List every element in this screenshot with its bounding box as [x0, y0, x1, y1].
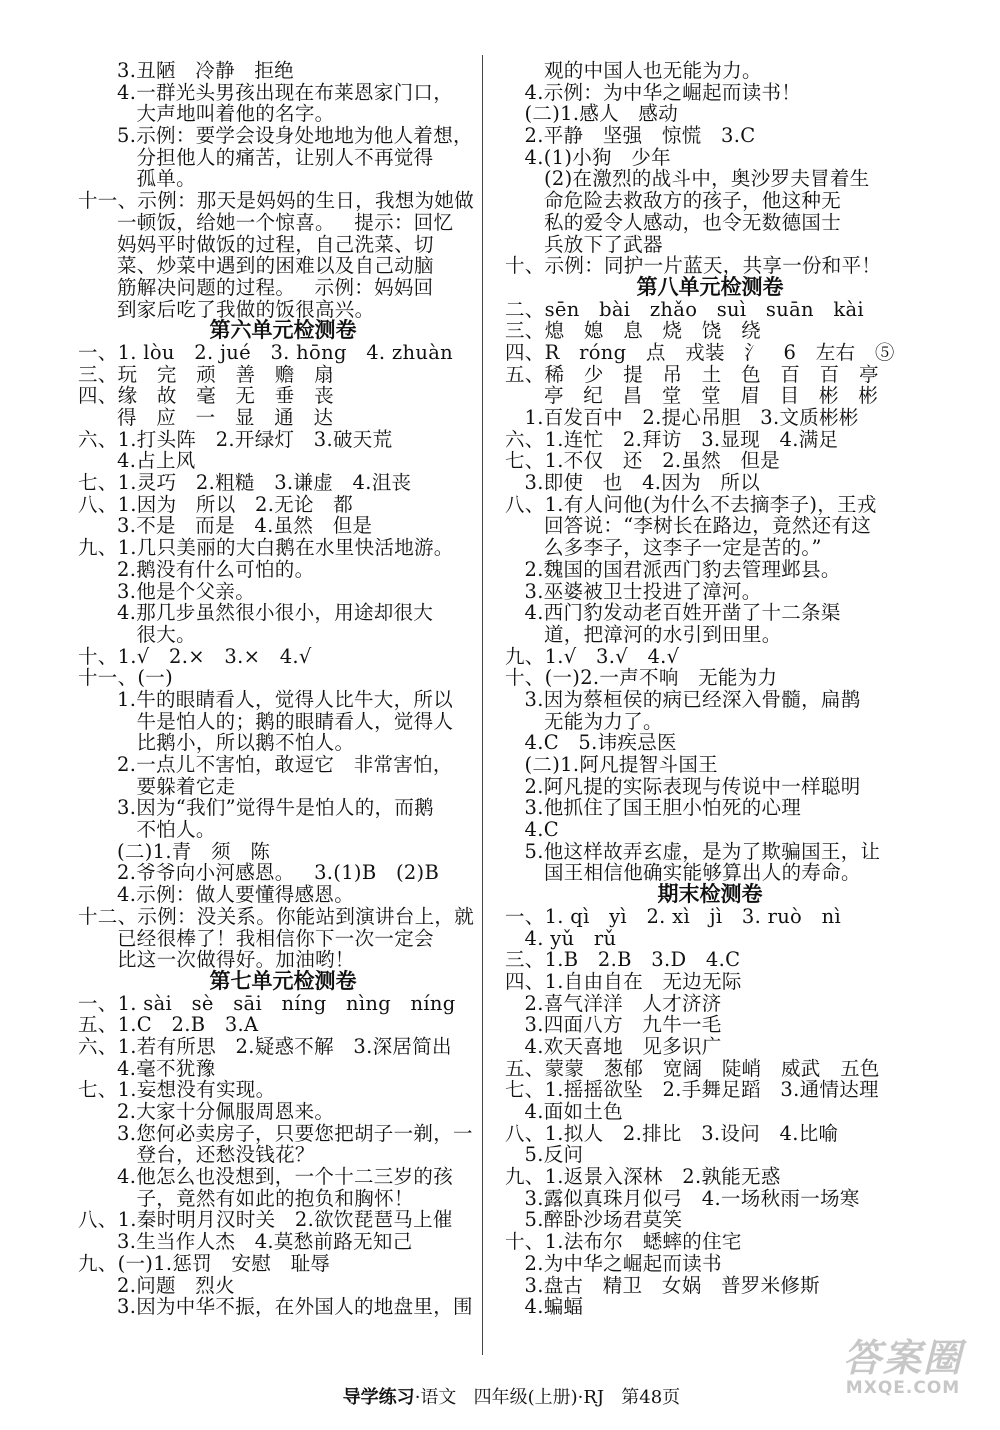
answer-line: 3.不是 而是 4.虽然 但是: [78, 514, 373, 538]
answer-line: 无能为力了。: [505, 709, 663, 733]
answer-line: 国王相信他确实能够算出人的寿命。: [505, 861, 861, 885]
footer-info: ·语文 四年级(上册)·RJ 第48页: [414, 1387, 681, 1408]
answer-line: 么多李子，这李子一定是苦的。”: [505, 536, 822, 560]
watermark-logo: [828, 1338, 978, 1400]
answer-line: 六、1.打头阵 2.开绿灯 3.破天荒: [78, 427, 393, 451]
right-column: [505, 60, 915, 1318]
answer-line: 要躲着它走: [78, 774, 236, 798]
answer-line: 三、熄 媳 息 烧 饶 绕: [505, 319, 761, 343]
answer-line: 子，竟然有如此的抱负和胸怀！: [78, 1186, 414, 1210]
answer-line: 4.欢天喜地 见多识广: [505, 1034, 722, 1058]
answer-line: 2.魏国的国君派西门豹去管理邺县。: [505, 557, 841, 581]
column-divider: [482, 55, 483, 1355]
answer-line: 分担他人的痛苦，让别人不再觉得: [78, 145, 434, 169]
answer-line: 3.丑陋 冷静 拒绝: [78, 59, 294, 82]
answer-line: 5.醉卧沙场君莫笑: [505, 1208, 683, 1232]
answer-line: 2.问题 烈火: [78, 1273, 235, 1297]
answer-line: (2)在激烈的战斗中，奥沙罗夫冒着生: [505, 167, 870, 191]
answer-line: 2.阿凡提的实际表现与传说中一样聪明: [505, 774, 861, 798]
answer-line: 一、1. lòu 2. jué 3. hōng 4. zhuàn: [78, 340, 453, 364]
answer-line: 七、1.不仅 还 2.虽然 但是: [505, 449, 781, 473]
answer-line: 十、1.√ 2.× 3.× 4.√: [78, 644, 312, 668]
answer-line: (二)1.感人 感动: [505, 102, 679, 126]
answer-line: 九、1.√ 3.√ 4.√: [505, 644, 680, 668]
answer-line: 2.一点儿不害怕，敢逗它 非常害怕，: [78, 753, 453, 776]
answer-line: 一、1. sài sè sāi níng nìng níng: [78, 991, 456, 1015]
section-heading: 第八单元检测卷: [636, 274, 784, 299]
answer-line: 1.牛的眼睛看人，觉得人比牛大，所以: [78, 687, 453, 711]
answer-line: 4. yǔ rǔ: [505, 926, 617, 950]
answer-line: 4.蝙蝠: [505, 1295, 584, 1319]
answer-line: 七、1.妄想没有实现。: [78, 1078, 276, 1102]
answer-line: 4.占上风: [78, 449, 196, 473]
answer-line: 三、1.B 2.B 3.D 4.C: [505, 948, 741, 972]
answer-line: 八、1.拟人 2.排比 3.设问 4.比喻: [505, 1121, 839, 1145]
answer-line: 5.他这样故弄玄虚，是为了欺骗国王，让: [505, 839, 881, 863]
answer-line: 十二、示例：没关系。你能站到演讲台上，就: [78, 904, 475, 928]
answer-line: 4.示例：为中华之崛起而读书！: [505, 80, 802, 104]
answer-line: 四、R róng 点 戎装 氵 6 左右 ⑤: [505, 340, 895, 364]
answer-line: 十一、示例：那天是妈妈的生日，我想为她做: [78, 189, 475, 213]
answer-line: 妈妈平时做饭的过程，自己洗菜、切: [78, 232, 434, 256]
answer-line: 七、1.摇摇欲坠 2.手舞足蹈 3.通情达理: [505, 1078, 879, 1102]
answer-line: 九、1.返景入深林 2.孰能无惑: [505, 1165, 781, 1189]
answer-line: 十、1.法布尔 蟋蟀的住宅: [505, 1230, 742, 1254]
answer-line: 七、1.灵巧 2.粗糙 3.谦虚 4.沮丧: [78, 471, 412, 495]
answer-line: 筋解决问题的过程。 示例：妈妈回: [78, 275, 434, 299]
footer-brand: 导学练习: [342, 1387, 415, 1408]
answer-line: 3.即使 也 4.因为 所以: [505, 471, 760, 495]
answer-line: 4.C: [505, 818, 559, 842]
answer-line: 4.那几步虽然很小很小，用途却很大: [78, 601, 434, 625]
answer-line: 2.大家十分佩服周恩来。: [78, 1100, 335, 1123]
section-heading: 第六单元检测卷: [209, 318, 357, 343]
answer-line: 一顿饭，给她一个惊喜。 提示：回忆: [78, 210, 454, 234]
answer-line: 4.(1)小狗 少年: [505, 145, 671, 169]
answer-line: 2.为中华之崛起而读书: [505, 1251, 722, 1275]
answer-line: 道，把漳河的水引到田里。: [505, 622, 782, 646]
answer-line: 二、sēn bài zhǎo suì suān kài: [505, 297, 864, 321]
answer-line: 四、1.自由自在 无边无际: [505, 969, 742, 993]
answer-line: 登台，还愁没钱花？: [78, 1143, 315, 1167]
watermark-url: MXQE.COM: [845, 1378, 961, 1398]
answer-line: 命危险去救敌方的孩子，他这种无: [505, 189, 841, 213]
answer-line: 八、1.秦时明月汉时关 2.欲饮琵琶马上催: [78, 1208, 453, 1232]
answer-line: 大声地叫着他的名字。: [78, 102, 335, 126]
answer-line: 3.他抓住了国王胆小怕死的心理: [505, 796, 802, 820]
answer-line: 九、(一)1.惩罚 安慰 耻辱: [78, 1251, 331, 1275]
answer-line: 4.示例：做人要懂得感恩。: [78, 883, 354, 907]
answer-line: 比鹅小，所以鹅不怕人。: [78, 731, 355, 755]
section-heading: 第七单元检测卷: [209, 968, 357, 993]
answer-line: 3.生当作人杰 4.莫愁前路无知己: [78, 1230, 413, 1254]
answer-line: 菜、炒菜中遇到的困难以及自己动脑: [78, 254, 434, 278]
answer-line: 八、1.因为 所以 2.无论 都: [78, 492, 354, 516]
answer-line: (二)1.青 须 陈: [78, 839, 271, 863]
answer-line: 三、玩 完 顽 善 赡 扇: [78, 362, 334, 386]
answer-line: 兵放下了武器: [505, 232, 663, 256]
answer-line: (二)1.阿凡提智斗国王: [505, 753, 718, 776]
answer-line: 得 应 一 显 通 达: [78, 406, 334, 429]
answer-line: 3.您何必卖房子，只要您把胡子一剃，一: [78, 1121, 473, 1145]
answer-line: 一、1. qì yì 2. xì jì 3. ruò nì: [505, 904, 841, 928]
watermark-text: 答案圈: [842, 1336, 963, 1380]
answer-line: 4.毫不犹豫: [78, 1056, 216, 1080]
answer-line: 5.反问: [505, 1143, 584, 1167]
answer-line: 亭 纪 昌 堂 堂 眉 目 彬 彬: [505, 384, 879, 408]
answer-line: 3.因为“我们”觉得牛是怕人的，而鹅: [78, 796, 434, 820]
answer-line: 已经很棒了！我相信你下一次一定会: [78, 926, 434, 950]
answer-line: 六、1.若有所思 2.疑惑不解 3.深居简出: [78, 1034, 452, 1058]
answer-line: 回答说：“李树长在路边，竟然还有这: [505, 514, 872, 538]
answer-line: 六、1.连忙 2.拜访 3.显现 4.满足: [505, 427, 839, 451]
section-heading: 期末检测卷: [657, 882, 763, 907]
answer-line: 2.平静 坚强 惊慌 3.C: [505, 124, 756, 148]
answer-line: 3.露似真珠月似弓 4.一场秋雨一场寒: [505, 1186, 860, 1210]
answer-line: 3.盘古 精卫 女娲 普罗米修斯: [505, 1273, 820, 1297]
answer-line: 4.他怎么也没想到，一个十二三岁的孩: [78, 1165, 453, 1189]
answer-line: 九、1.几只美丽的大白鹅在水里快活地游。: [78, 536, 454, 560]
answer-line: 1.百发百中 2.提心吊胆 3.文质彬彬: [505, 406, 859, 429]
answer-line: 五、蒙蒙 葱郁 宽阔 陡峭 威武 五色: [505, 1056, 880, 1080]
answer-line: 五、1.C 2.B 3.A: [78, 1013, 259, 1037]
answer-line: 牛是怕人的；鹅的眼睛看人，觉得人: [78, 709, 454, 733]
answer-line: 4.C 5.讳疾忌医: [505, 731, 677, 755]
answer-line: 比这一次做得好。加油哟！: [78, 948, 355, 972]
answer-line: 5.示例：要学会设身处地地为他人着想，: [78, 124, 473, 148]
answer-line: 2.鹅没有什么可怕的。: [78, 557, 315, 581]
answer-line: 不怕人。: [78, 818, 216, 842]
answer-line: 到家后吃了我做的饭很高兴。: [78, 297, 375, 321]
answer-line: 观的中国人也无能为力。: [505, 59, 762, 82]
answer-line: 八、1.有人问他(为什么不去摘李子)，王戎: [505, 492, 877, 516]
answer-line: 4.面如土色: [505, 1100, 623, 1123]
answer-line: 孤单。: [78, 167, 196, 191]
answer-line: 3.因为中华不振，在外国人的地盘里，围: [78, 1295, 473, 1319]
answer-line: 很大。: [78, 622, 196, 646]
answer-line: 2.爷爷向小河感恩。 3.(1)B (2)B: [78, 861, 440, 885]
answer-line: 十、(一)2.一声不响 无能为力: [505, 666, 778, 690]
answer-line: 2.喜气洋洋 人才济济: [505, 991, 722, 1015]
answer-line: 4.西门豹发动老百姓开凿了十二条渠: [505, 601, 841, 625]
answer-line: 3.他是个父亲。: [78, 579, 255, 603]
answer-line: 3.四面八方 九牛一毛: [505, 1013, 722, 1037]
answer-line: 五、稀 少 提 吊 土 色 百 百 亭: [505, 362, 879, 386]
answer-line: 3.因为蔡桓侯的病已经深入骨髓，扁鹊: [505, 687, 861, 711]
answer-line: 十一、(一): [78, 666, 174, 690]
answer-line: 四、缘 故 毫 无 垂 丧: [78, 384, 334, 408]
answer-line: 3.巫婆被卫士投进了漳河。: [505, 579, 762, 603]
left-column: [78, 60, 488, 1318]
answer-line: 十、示例：同护一片蓝天，共享一份和平！: [505, 254, 882, 278]
answer-line: 私的爱令人感动，也令无数德国士: [505, 210, 841, 234]
answer-line: 4.一群光头男孩出现在布莱恩家门口，: [78, 80, 453, 104]
